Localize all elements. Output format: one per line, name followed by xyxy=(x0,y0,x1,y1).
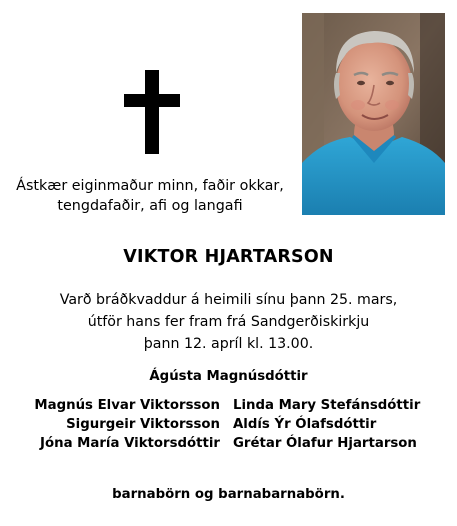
intro-line-1: Ástkær eiginmaður minn, faðir okkar, xyxy=(16,178,284,194)
children-column xyxy=(34,396,220,453)
grandchildren-line: barnabörn og barnabarnabörn. xyxy=(112,487,345,502)
spouse-name: Linda Mary Stefánsdóttir xyxy=(233,398,421,413)
cross-horizontal-bar xyxy=(124,94,180,107)
intro-line-2: tengdafaðir, afi og langafi xyxy=(57,198,243,214)
notice-line-1: Varð bráðkvaddur á heimili sínu þann 25. mars, xyxy=(59,292,398,308)
intro-text xyxy=(0,176,300,216)
child-name: Jóna María Viktorsdóttir xyxy=(40,436,220,451)
spouse-name: Grétar Ólafur Hjartarson xyxy=(233,436,417,451)
spouses-column xyxy=(233,396,420,453)
cross-vertical-bar xyxy=(145,70,159,154)
cross-icon xyxy=(120,70,184,154)
notice-line-3: þann 12. apríl kl. 13.00. xyxy=(143,336,314,352)
child-name: Sigurgeir Viktorsson xyxy=(66,417,220,432)
widow-name: Ágústa Magnúsdóttir xyxy=(149,369,308,384)
spouse-name: Aldís Ýr Ólafsdóttir xyxy=(233,417,377,432)
child-name: Magnús Elvar Viktorsson xyxy=(34,398,220,413)
portrait-illustration xyxy=(302,13,445,215)
portrait-photo xyxy=(302,13,445,215)
funeral-notice xyxy=(0,289,457,355)
deceased-name: VIKTOR HJARTARSON xyxy=(123,247,334,267)
notice-line-2: útför hans fer fram frá Sandgerðiskirkju xyxy=(87,314,370,330)
